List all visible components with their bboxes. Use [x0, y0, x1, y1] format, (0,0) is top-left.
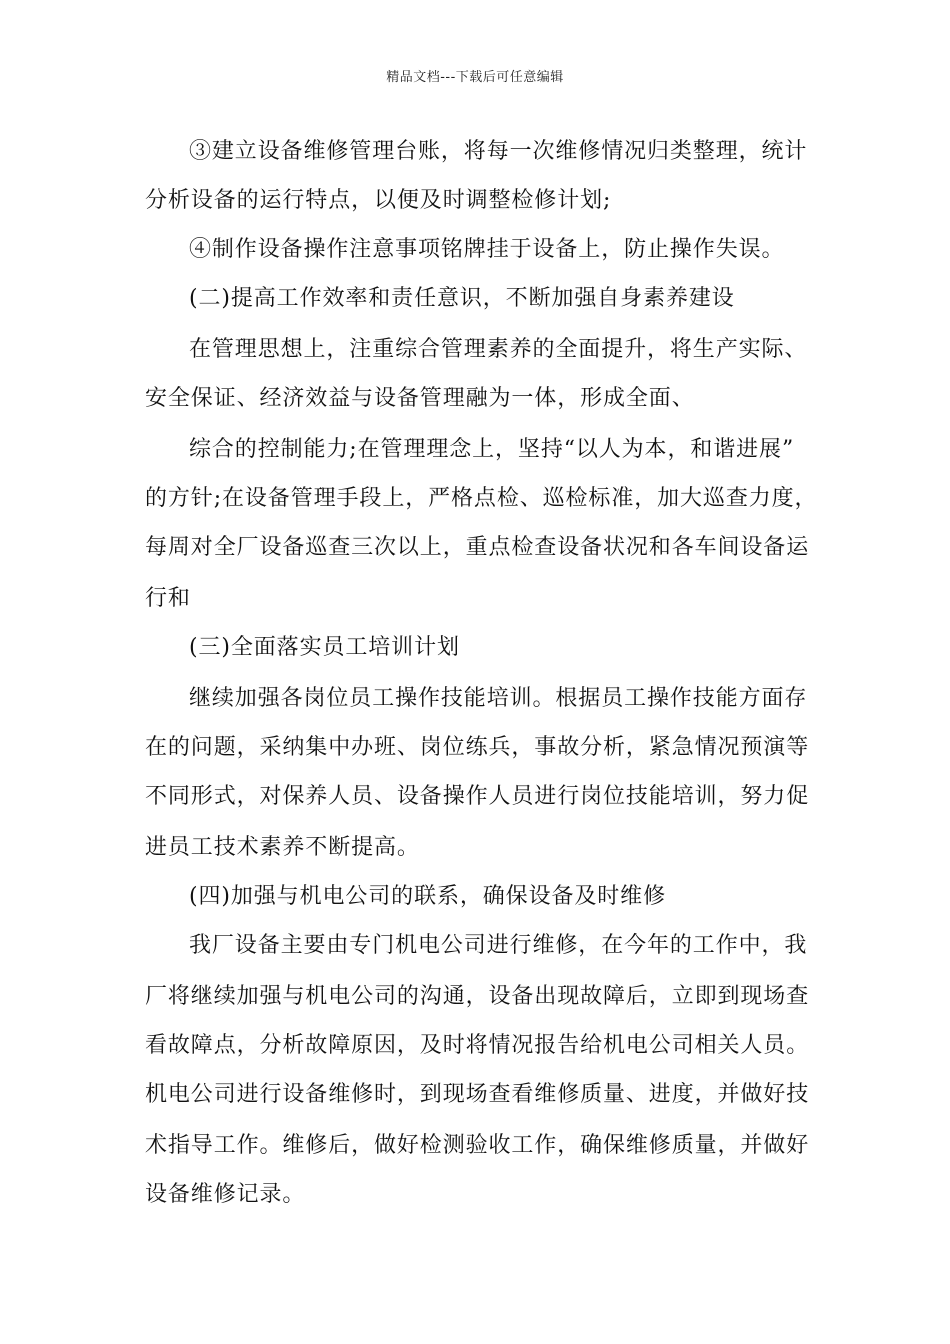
- text-line: ④制作设备操作注意事项铭牌挂于设备上，防止操作失误。: [189, 237, 785, 262]
- text-line: 在的问题，采纳集中办班、岗位练兵，事故分析，紧急情况预演等: [145, 735, 810, 760]
- section-heading: (四)加强与机电公司的联系，确保设备及时维修: [189, 884, 666, 909]
- text-line: 设备维修记录。: [145, 1182, 306, 1207]
- text-line: 机电公司进行设备维修时，到现场查看维修质量、进度，并做好技: [145, 1082, 810, 1107]
- text-line: 术指导工作。维修后，做好检测验收工作，确保维修质量，并做好: [145, 1133, 810, 1158]
- text-line: 分析设备的运行特点，以便及时调整检修计划;: [145, 188, 612, 213]
- text-line: 每周对全厂设备巡查三次以上，重点检查设备状况和各车间设备运: [145, 535, 810, 560]
- text-line: 进员工技术素养不断提高。: [145, 835, 420, 860]
- text-line: 看故障点，分析故障原因，及时将情况报告给机电公司相关人员。: [145, 1033, 810, 1058]
- text-line: 行和: [145, 586, 191, 611]
- text-line: 安全保证、经济效益与设备管理融为一体，形成全面、: [145, 386, 695, 411]
- text-line: 继续加强各岗位员工操作技能培训。根据员工操作技能方面存: [189, 686, 808, 711]
- section-heading: (二)提高工作效率和责任意识，不断加强自身素养建设: [189, 286, 735, 311]
- page-header: 精品文档---下载后可任意编辑: [386, 70, 564, 85]
- text-line: 不同形式，对保养人员、设备操作人员进行岗位技能培训，努力促: [145, 784, 810, 809]
- text-line: 我厂设备主要由专门机电公司进行维修，在今年的工作中，我: [189, 933, 808, 958]
- text-line: 厂将继续加强与机电公司的沟通，设备出现故障后，立即到现场查: [145, 984, 810, 1009]
- text-line: ③建立设备维修管理台账，将每一次维修情况归类整理，统计: [189, 139, 808, 164]
- text-line: 在管理思想上，注重综合管理素养的全面提升，将生产实际、: [189, 337, 808, 362]
- section-heading: (三)全面落实员工培训计划: [189, 635, 460, 660]
- text-line: 综合的控制能力;在管理理念上，坚持“以人为本，和谐进展”: [189, 437, 795, 462]
- text-line: 的方针;在设备管理手段上，严格点检、巡检标准，加大巡查力度，: [145, 486, 818, 511]
